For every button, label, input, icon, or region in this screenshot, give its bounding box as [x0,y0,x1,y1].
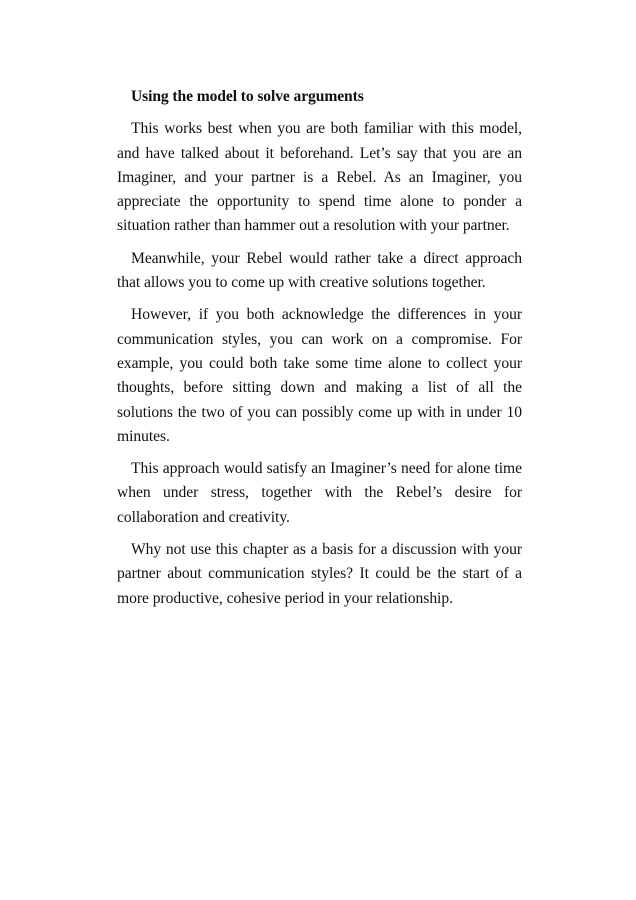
paragraph-compromise: However, if you both acknowledge the differences in your communication styles, you can work on a compromise. For example, you could both take some time alone to collect your thoughts, before sitting down and making a list of all the solutions the two of you can possibly come up with in under 10 minutes. [117,306,522,445]
paragraph-discussion: Why not use this chapter as a basis for a discussion with your partner about communication styles? It could be the start of a more productive, cohesive period in your relationship. [117,541,522,607]
paragraph-rebel-approach: Meanwhile, your Rebel would rather take a direct approach that allows you to come up with creative solutions together. [117,249,522,292]
document-page [117,85,522,619]
section-heading: Using the model to solve arguments [131,88,364,105]
paragraph-satisfy-needs: This approach would satisfy an Imaginer’s need for alone time when under stress, together with the Rebel’s desire for collaboration and creativity. [117,460,522,526]
paragraph-intro: This works best when you are both familiar with this model, and have talked about it beforehand. Let’s say that you are an Imaginer, and your partner is a Rebel. As an Imaginer, you appreciate the opportunity to spend time alone to ponder a situation rather than hammer out a resolution with your partner. [117,120,522,235]
